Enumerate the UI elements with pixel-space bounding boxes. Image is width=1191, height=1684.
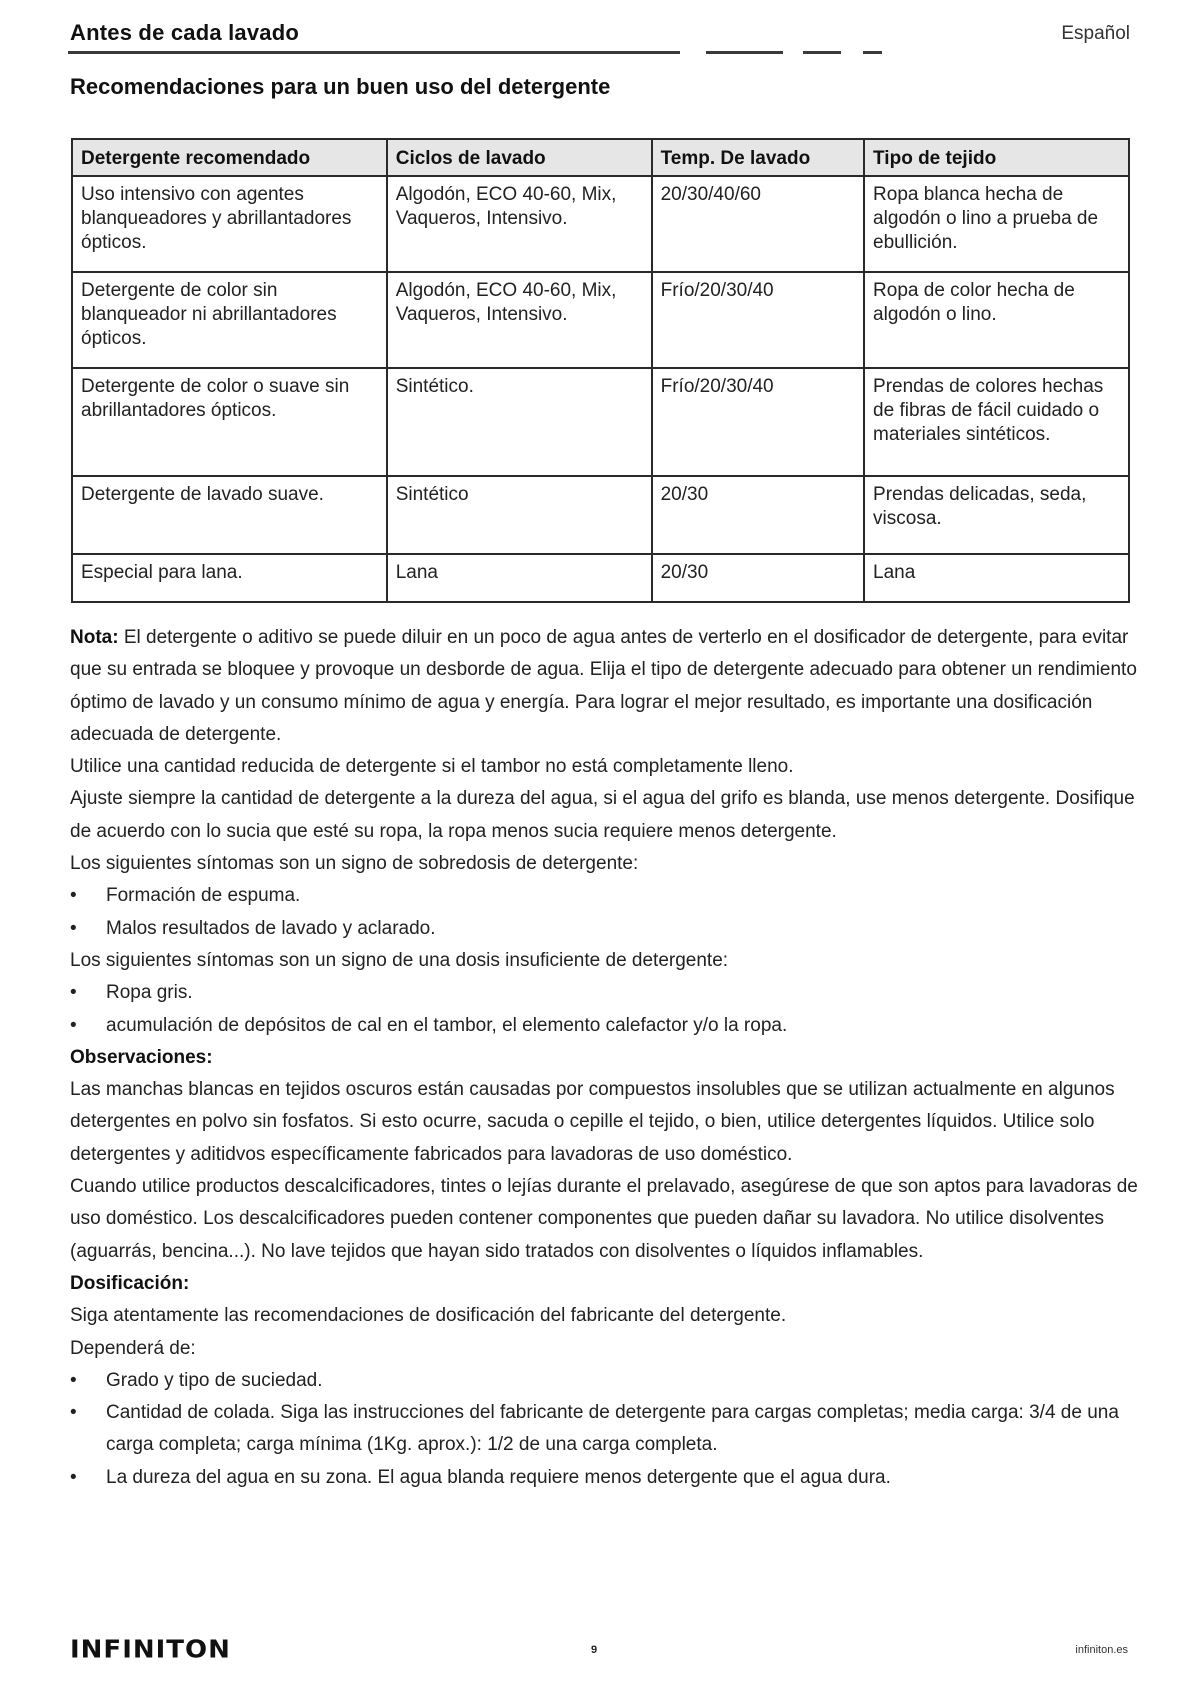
detergent-table <box>71 138 1130 603</box>
table-header-row <box>72 139 1129 176</box>
paragraph: Utilice una cantidad reducida de detergente si el tambor no está completamente lleno. <box>70 756 794 778</box>
paragraph: Siga atentamente las recomendaciones de dosificación del fabricante del detergente. <box>70 1305 787 1327</box>
table-row <box>72 176 1129 272</box>
table-row <box>72 476 1129 554</box>
cycles-cell: Algodón, ECO 40-60, Mix, Vaqueros, Intensivo. <box>387 272 652 368</box>
detergent-cell: Uso intensivo con agentes blanqueadores y abrillantadores ópticos. <box>72 176 387 272</box>
fabric-cell: Lana <box>864 554 1129 602</box>
paragraph: Las manchas blancas en tejidos oscuros están causadas por compuestos insolubles que se utilizan actualmente en algunos detergentes en polvo sin fosfatos. Si esto ocurre, sacuda o cepille el tejido, o bien, utilice detergentes líquidos. Utilice solo detergentes y aditidvos específicamente fabricados para lavadoras de uso doméstico. <box>70 1079 1115 1165</box>
dosage-heading: Dosificación: <box>70 1272 190 1294</box>
table-row <box>72 554 1129 602</box>
bullet-icon: • <box>70 982 77 1004</box>
section-title: Antes de cada lavado <box>70 20 299 45</box>
column-header: Tipo de tejido <box>864 139 1129 176</box>
page-subtitle: Recomendaciones para un buen uso del detergente <box>70 74 611 99</box>
underdose-intro: Los siguientes síntomas son un signo de una dosis insuficiente de detergente: <box>70 949 729 971</box>
language-label: Español <box>1061 23 1130 44</box>
detergent-cell: Detergente de color sin blanqueador ni abrillantadores ópticos. <box>72 272 387 368</box>
table-row <box>72 272 1129 368</box>
temperature-cell: 20/30 <box>652 554 864 602</box>
header-rule-segment <box>803 51 841 54</box>
temperature-cell: 20/30/40/60 <box>652 176 864 272</box>
fabric-cell: Prendas de colores hechas de fibras de fácil cuidado o materiales sintéticos. <box>864 368 1129 476</box>
header-rule-segment <box>863 51 882 54</box>
bullet-icon: • <box>70 1014 77 1036</box>
paragraph: Dependerá de: <box>70 1337 196 1359</box>
list-item: • La dureza del agua en su zona. El agua blanda requiere menos detergente que el agua dura. <box>70 1462 1140 1494</box>
bullet-icon: • <box>70 1369 77 1391</box>
cycles-cell: Sintético <box>387 476 652 554</box>
fabric-cell: Ropa de color hecha de algodón o lino. <box>864 272 1129 368</box>
list-item: • Ropa gris. <box>70 977 1140 1009</box>
page-number: 9 <box>591 1644 598 1656</box>
bullet-icon: • <box>70 1402 77 1424</box>
column-header: Temp. De lavado <box>652 139 864 176</box>
temperature-cell: Frío/20/30/40 <box>652 368 864 476</box>
table-row <box>72 368 1129 476</box>
cycles-cell: Algodón, ECO 40-60, Mix, Vaqueros, Intensivo. <box>387 176 652 272</box>
website-link: infiniton.es <box>1075 1644 1128 1656</box>
list-item: • Cantidad de colada. Siga las instrucciones del fabricante de detergente para cargas completas; media carga: 3/4 de una carga completa; carga mínima (1Kg. aprox.): 1/2 de una carga completa. <box>70 1397 1140 1462</box>
body-text <box>70 622 1140 1494</box>
observations-heading: Observaciones: <box>70 1046 213 1068</box>
overdose-intro: Los siguientes síntomas son un signo de sobredosis de detergente: <box>70 853 639 875</box>
fabric-cell: Prendas delicadas, seda, viscosa. <box>864 476 1129 554</box>
paragraph: Cuando utilice productos descalcificadores, tintes o lejías durante el prelavado, asegúrese de que son aptos para lavadoras de uso doméstico. Los descalcificadores pueden contener componentes que pueden dañar su lavadora. No utilice disolventes (aguarrás, bencina...). No lave tejidos que hayan sido tratados con disolventes o líquidos inflamables. <box>70 1176 1138 1262</box>
header-rule-segment <box>706 51 783 54</box>
page-header <box>70 18 1130 58</box>
paragraph: Ajuste siempre la cantidad de detergente a la dureza del agua, si el agua del grifo es blanda, use menos detergente. Dosifique de acuerdo con lo sucia que esté su ropa, la ropa menos sucia requiere menos detergente. <box>70 788 1135 842</box>
temperature-cell: 20/30 <box>652 476 864 554</box>
note-paragraph <box>70 622 1140 751</box>
list-item: • Malos resultados de lavado y aclarado. <box>70 913 1140 945</box>
list-item: • Formación de espuma. <box>70 880 1140 912</box>
bullet-icon: • <box>70 885 77 907</box>
cycles-cell: Lana <box>387 554 652 602</box>
list-item: • Grado y tipo de suciedad. <box>70 1365 1140 1397</box>
header-rule <box>68 51 680 54</box>
temperature-cell: Frío/20/30/40 <box>652 272 864 368</box>
detergent-cell: Detergente de lavado suave. <box>72 476 387 554</box>
cycles-cell: Sintético. <box>387 368 652 476</box>
bullet-icon: • <box>70 917 77 939</box>
detergent-cell: Especial para lana. <box>72 554 387 602</box>
detergent-cell: Detergente de color o suave sin abrillantadores ópticos. <box>72 368 387 476</box>
column-header: Ciclos de lavado <box>387 139 652 176</box>
fabric-cell: Ropa blanca hecha de algodón o lino a prueba de ebullición. <box>864 176 1129 272</box>
brand-logo: INFINITON <box>70 1635 231 1665</box>
note-text: El detergente o aditivo se puede diluir en un poco de agua antes de verterlo en el dosificador de detergente, para evitar que su entrada se bloquee y provoque un desborde de agua. Elija el tipo de detergente adecuado para obtener un rendimiento óptimo de lavado y un consumo mínimo de agua y energía. Para lograr el mejor resultado, es importante una dosificación adecuada de detergente. <box>70 627 1137 745</box>
list-item: • acumulación de depósitos de cal en el tambor, el elemento calefactor y/o la ropa. <box>70 1010 1140 1042</box>
bullet-icon: • <box>70 1466 77 1488</box>
column-header: Detergente recomendado <box>72 139 387 176</box>
note-label: Nota: <box>70 627 119 648</box>
